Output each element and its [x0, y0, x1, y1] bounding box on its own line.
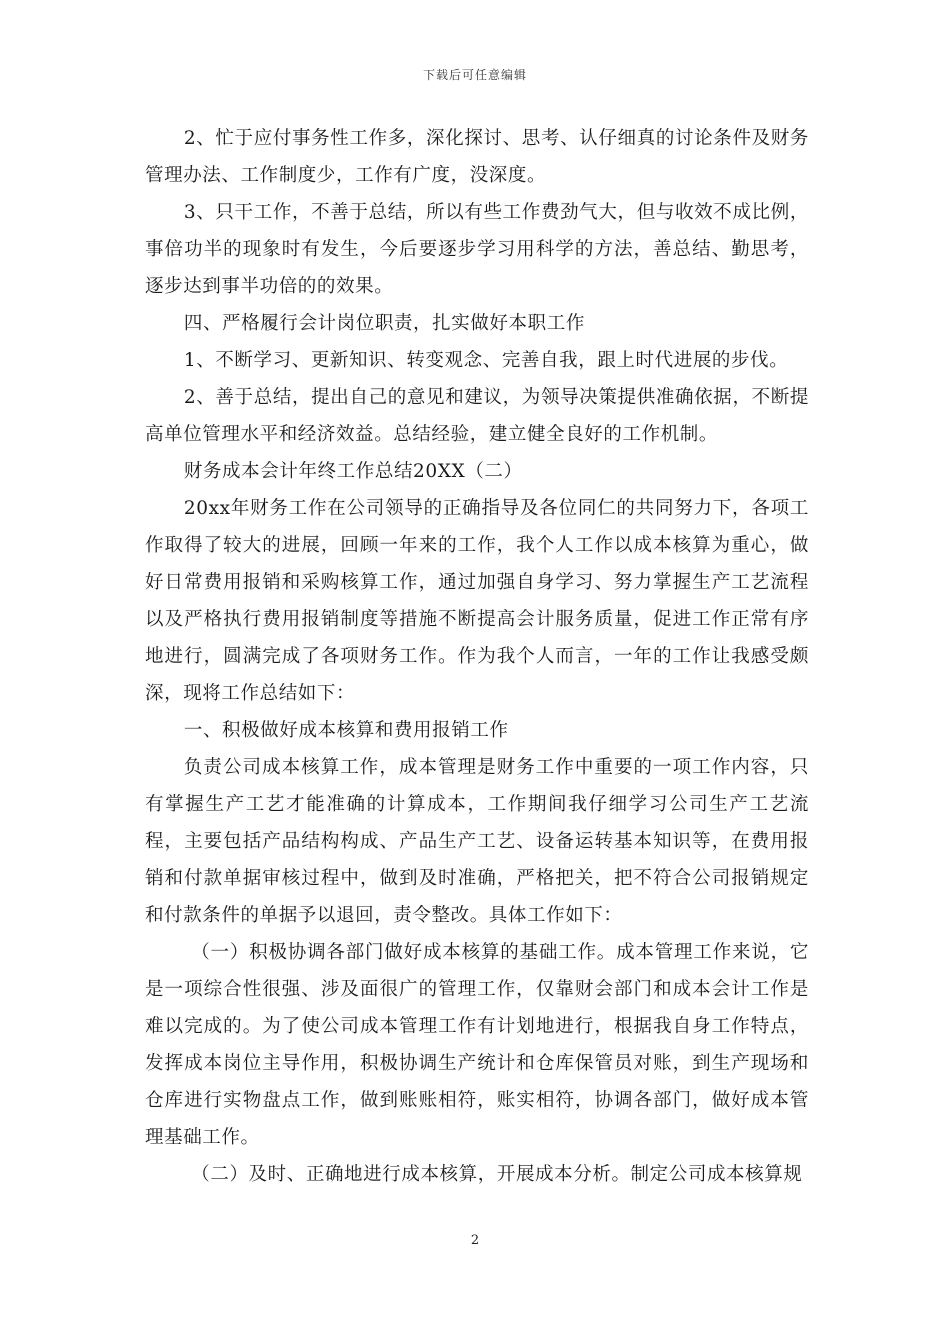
paragraph: （一）积极协调各部门做好成本核算的基础工作。成本管理工作来说，它是一项综合性很强、涉及面很广的管理工作，仅靠财会部门和成本会计工作是难以完成的。为了使公司成本管理工作有计划地进行，根据我自身工作特点，发挥成本岗位主导作用，积极协调生产统计和仓库保管员对账，到生产现场和仓库进行实物盘点工作，做到账账相符，账实相符，协调各部门，做好成本管理基础工作。	[145, 942, 809, 1148]
section-heading: 一、积极做好成本核算和费用报销工作	[183, 720, 509, 741]
paragraph: 20xx年财务工作在公司领导的正确指导及各位同仁的共同努力下，各项工作取得了较大的进展，回顾一年来的工作，我个人工作以成本核算为重心，做好日常费用报销和采购核算工作，通过加强自身学习、努力掌握生产工艺流程以及严格执行费用报销制度等措施不断提高会计服务质量，促进工作正常有序地进行，圆满完成了各项财务工作。作为我个人而言，一年的工作让我感受颇深，现将工作总结如下：	[145, 498, 809, 704]
page-header: 下载后可任意编辑	[422, 68, 527, 82]
paragraph: 负责公司成本核算工作，成本管理是财务工作中重要的一项工作内容，只有掌握生产工艺才能准确的计算成本，工作期间我仔细学习公司生产工艺流程，主要包括产品结构构成、产品生产工艺、设备运转基本知识等，在费用报销和付款单据审核过程中，做到及时准确，严格把关，把不符合公司报销规定和付款条件的单据予以退回，责令整改。具体工作如下：	[145, 757, 809, 926]
paragraph: 3、只干工作，不善于总结，所以有些工作费劲气大，但与收效不成比例，事倍功半的现象时有发生，今后要逐步学习用科学的方法，善总结、勤思考，逐步达到事半功倍的的效果。	[145, 202, 809, 297]
document-body	[145, 120, 809, 1193]
page-number: 2	[470, 1233, 480, 1248]
paragraph: 2、忙于应付事务性工作多，深化探讨、思考、认仔细真的讨论条件及财务管理办法、工作制度少，工作有广度，没深度。	[145, 128, 809, 186]
section-heading: 四、严格履行会计岗位职责，扎实做好本职工作	[183, 313, 585, 334]
paragraph: （二）及时、正确地进行成本核算，开展成本分析。制定公司成本核算规	[191, 1164, 803, 1185]
document-title: 财务成本会计年终工作总结20XX（二）	[183, 461, 523, 482]
paragraph: 1、不断学习、更新知识、转变观念、完善自我，跟上时代进展的步伐。	[183, 350, 789, 371]
paragraph: 2、善于总结，提出自己的意见和建议，为领导决策提供准确依据，不断提高单位管理水平和经济效益。总结经验，建立健全良好的工作机制。	[145, 387, 809, 445]
